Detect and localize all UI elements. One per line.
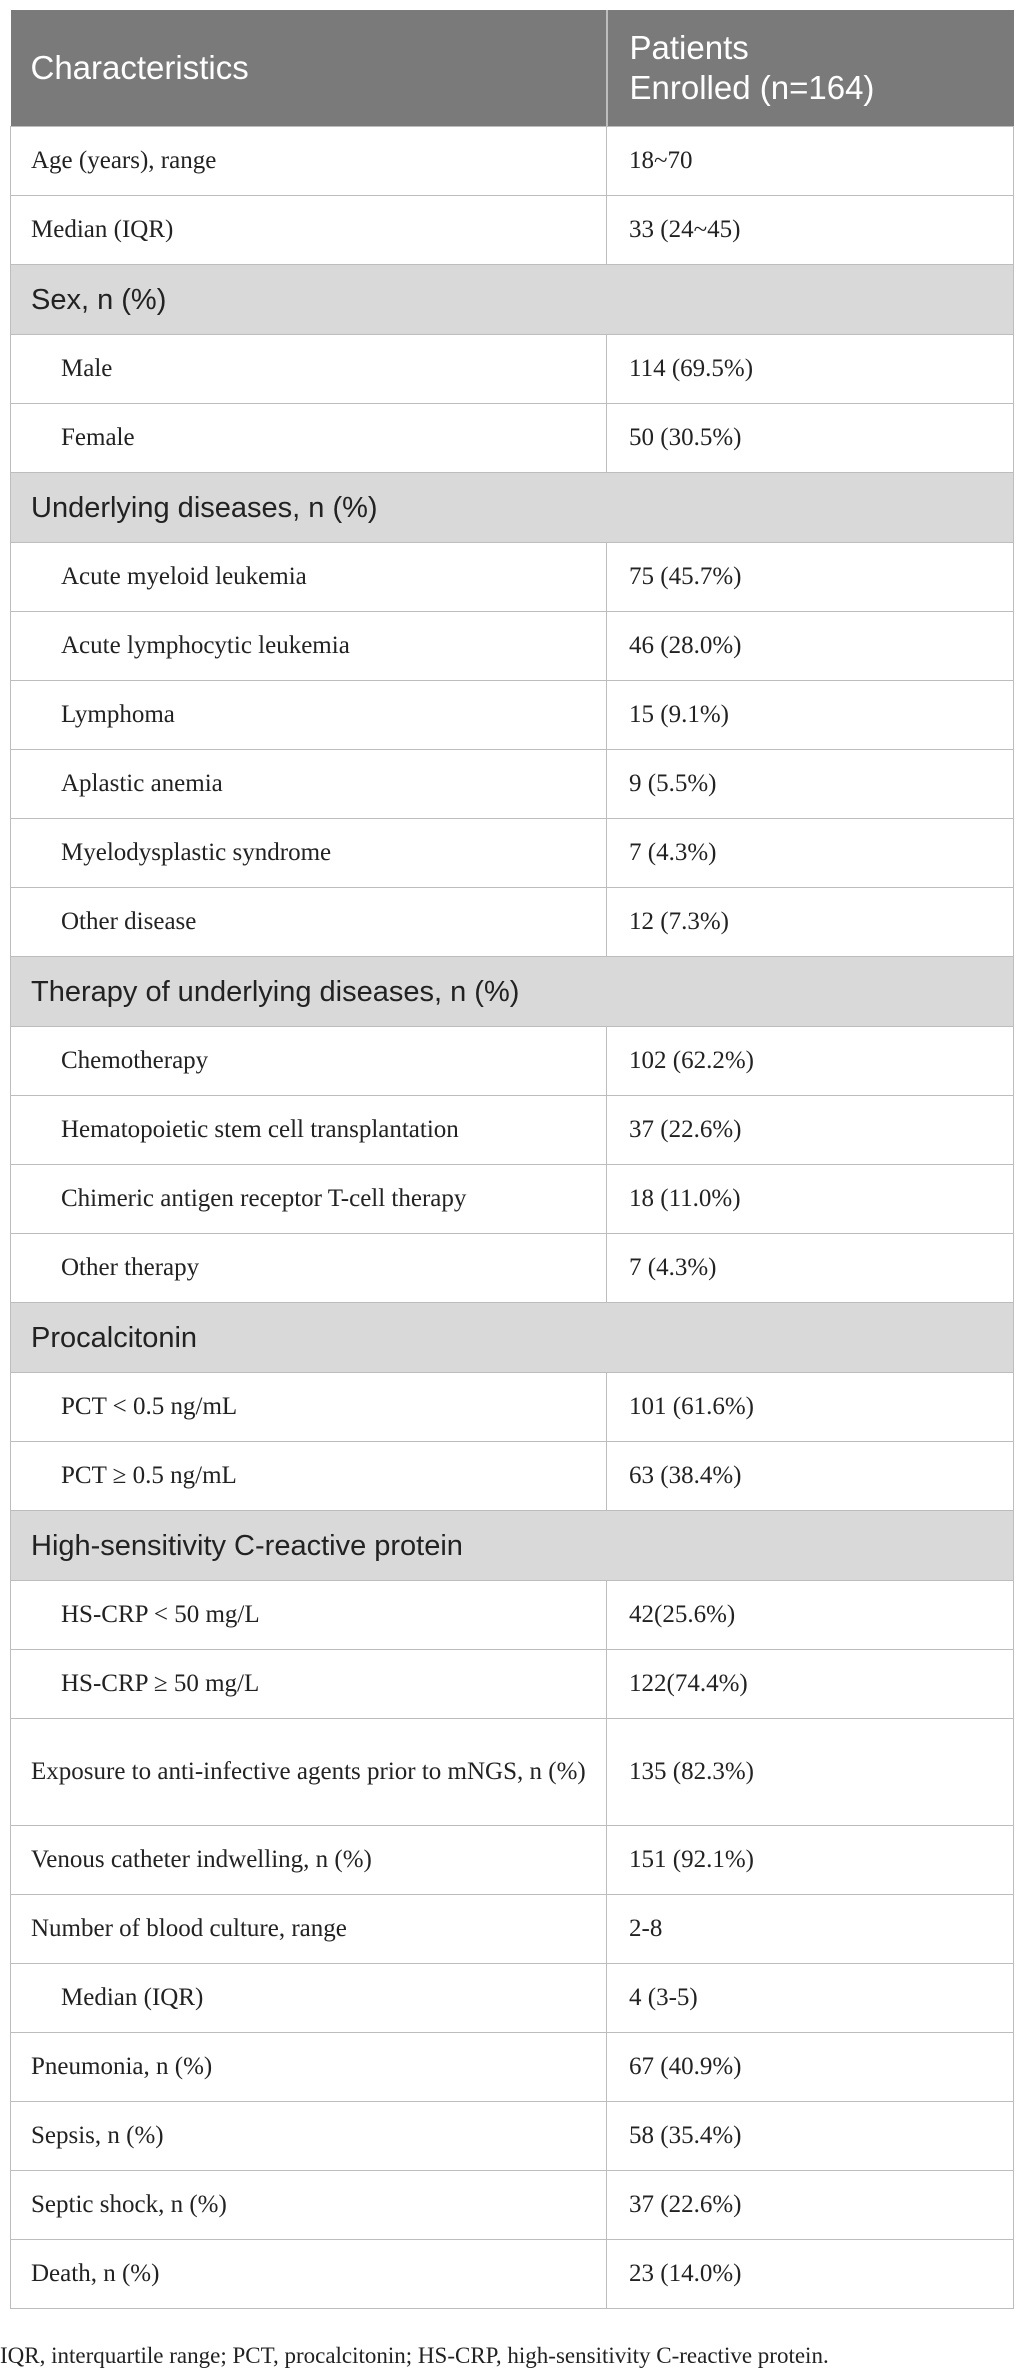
table-row xyxy=(11,612,1014,681)
row-label: Median (IQR) xyxy=(11,1964,607,2033)
row-value: 37 (22.6%) xyxy=(607,2171,1014,2240)
row-label: Chimeric antigen receptor T-cell therapy xyxy=(11,1165,607,1234)
table-row xyxy=(11,543,1014,612)
row-label: Death, n (%) xyxy=(11,2240,607,2309)
row-value: 58 (35.4%) xyxy=(607,2102,1014,2171)
row-label: Acute lymphocytic leukemia xyxy=(11,612,607,681)
row-label: Median (IQR) xyxy=(11,196,607,265)
row-value: 67 (40.9%) xyxy=(607,2033,1014,2102)
section-label: Underlying diseases, n (%) xyxy=(11,473,1014,543)
section-row-therapy xyxy=(11,957,1014,1027)
table-row xyxy=(11,1234,1014,1303)
row-value: 4 (3-5) xyxy=(607,1964,1014,2033)
row-label: Chemotherapy xyxy=(11,1027,607,1096)
table-row xyxy=(11,1650,1014,1719)
row-value: 23 (14.0%) xyxy=(607,2240,1014,2309)
characteristics-table-container xyxy=(10,10,1013,2309)
section-row-sex xyxy=(11,265,1014,335)
table-row xyxy=(11,2171,1014,2240)
table-row xyxy=(11,1719,1014,1826)
row-value: 12 (7.3%) xyxy=(607,888,1014,957)
section-label: Procalcitonin xyxy=(11,1303,1014,1373)
row-value: 42(25.6%) xyxy=(607,1581,1014,1650)
row-label: Number of blood culture, range xyxy=(11,1895,607,1964)
table-row xyxy=(11,888,1014,957)
row-value: 102 (62.2%) xyxy=(607,1027,1014,1096)
row-value: 151 (92.1%) xyxy=(607,1826,1014,1895)
table-row xyxy=(11,1373,1014,1442)
row-value: 15 (9.1%) xyxy=(607,681,1014,750)
table-row xyxy=(11,750,1014,819)
row-label: Lymphoma xyxy=(11,681,607,750)
table-row xyxy=(11,2240,1014,2309)
row-value: 2-8 xyxy=(607,1895,1014,1964)
row-label: PCT < 0.5 ng/mL xyxy=(11,1373,607,1442)
table-row xyxy=(11,2102,1014,2171)
row-value: 50 (30.5%) xyxy=(607,404,1014,473)
table-row xyxy=(11,2033,1014,2102)
row-value: 33 (24~45) xyxy=(607,196,1014,265)
table-row xyxy=(11,196,1014,265)
row-label: Aplastic anemia xyxy=(11,750,607,819)
table-row xyxy=(11,681,1014,750)
table-footnote: IQR, interquartile range; PCT, procalcitonin; HS-CRP, high-sensitivity C-reactive protein. xyxy=(0,2343,829,2368)
row-label: HS-CRP < 50 mg/L xyxy=(11,1581,607,1650)
row-label: Other disease xyxy=(11,888,607,957)
row-value: 9 (5.5%) xyxy=(607,750,1014,819)
row-value: 18~70 xyxy=(607,127,1014,196)
section-label: Therapy of underlying diseases, n (%) xyxy=(11,957,1014,1027)
table-row xyxy=(11,1895,1014,1964)
row-label: Septic shock, n (%) xyxy=(11,2171,607,2240)
table-row xyxy=(11,819,1014,888)
row-value: 18 (11.0%) xyxy=(607,1165,1014,1234)
header-patients-line1: Patients xyxy=(629,29,749,66)
row-value: 122(74.4%) xyxy=(607,1650,1014,1719)
characteristics-table xyxy=(10,10,1014,2309)
row-value: 7 (4.3%) xyxy=(607,1234,1014,1303)
row-label: Acute myeloid leukemia xyxy=(11,543,607,612)
table-row xyxy=(11,1165,1014,1234)
row-value: 101 (61.6%) xyxy=(607,1373,1014,1442)
header-patients-line2: Enrolled (n=164) xyxy=(629,69,875,106)
row-label: Age (years), range xyxy=(11,127,607,196)
table-row xyxy=(11,404,1014,473)
row-value: 114 (69.5%) xyxy=(607,335,1014,404)
section-label: Sex, n (%) xyxy=(11,265,1014,335)
table-row xyxy=(11,335,1014,404)
row-value: 63 (38.4%) xyxy=(607,1442,1014,1511)
row-value: 46 (28.0%) xyxy=(607,612,1014,681)
row-label: Female xyxy=(11,404,607,473)
section-row-underlying-diseases xyxy=(11,473,1014,543)
header-characteristics: Characteristics xyxy=(11,10,607,127)
table-row xyxy=(11,127,1014,196)
table-row xyxy=(11,1442,1014,1511)
row-label: Myelodysplastic syndrome xyxy=(11,819,607,888)
row-label: Exposure to anti-infective agents prior to mNGS, n (%) xyxy=(11,1719,607,1826)
row-label: Sepsis, n (%) xyxy=(11,2102,607,2171)
section-row-hs-crp xyxy=(11,1511,1014,1581)
row-value: 37 (22.6%) xyxy=(607,1096,1014,1165)
table-row xyxy=(11,1826,1014,1895)
row-label: Hematopoietic stem cell transplantation xyxy=(11,1096,607,1165)
row-value: 135 (82.3%) xyxy=(607,1719,1014,1826)
row-label: HS-CRP ≥ 50 mg/L xyxy=(11,1650,607,1719)
table-header-row xyxy=(11,10,1014,127)
table-row xyxy=(11,1096,1014,1165)
header-patients-enrolled xyxy=(607,10,1014,127)
table-row xyxy=(11,1964,1014,2033)
row-label: Pneumonia, n (%) xyxy=(11,2033,607,2102)
row-value: 75 (45.7%) xyxy=(607,543,1014,612)
row-label: Venous catheter indwelling, n (%) xyxy=(11,1826,607,1895)
section-row-procalcitonin xyxy=(11,1303,1014,1373)
row-label: Other therapy xyxy=(11,1234,607,1303)
table-row xyxy=(11,1027,1014,1096)
row-value: 7 (4.3%) xyxy=(607,819,1014,888)
table-row xyxy=(11,1581,1014,1650)
row-label: PCT ≥ 0.5 ng/mL xyxy=(11,1442,607,1511)
row-label: Male xyxy=(11,335,607,404)
section-label: High-sensitivity C-reactive protein xyxy=(11,1511,1014,1581)
